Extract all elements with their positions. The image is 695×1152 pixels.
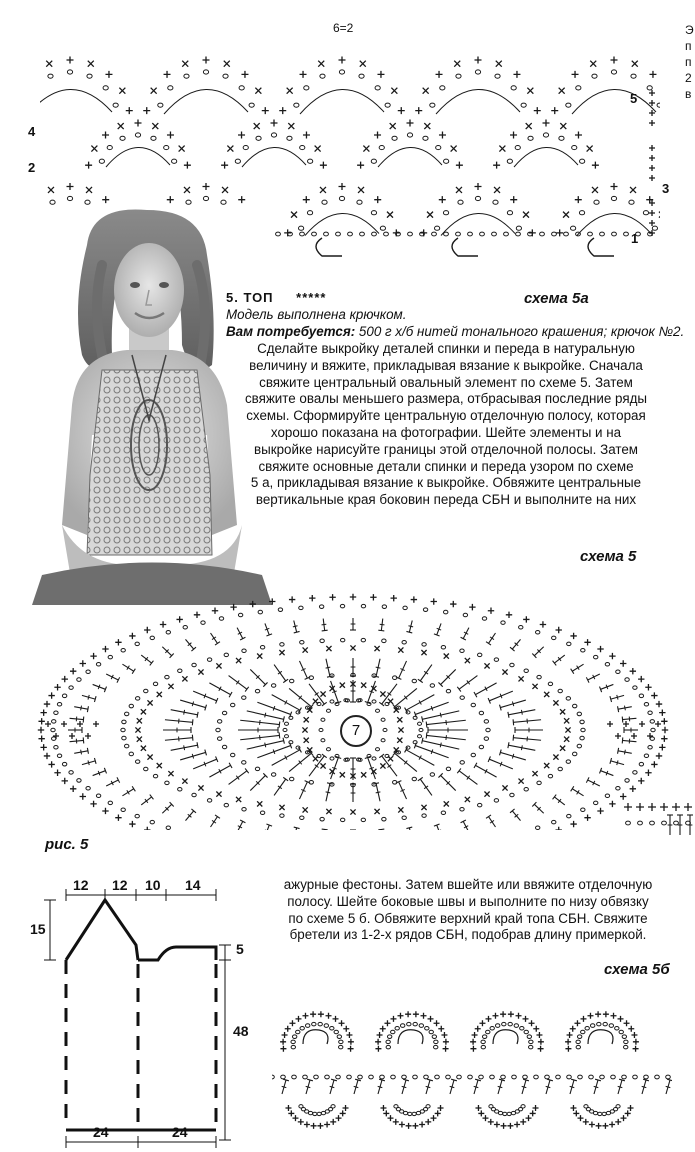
margin-letters — [685, 22, 694, 102]
body-line: выкройке нарисуйте границы этой отделочной полосы. Затем — [226, 442, 666, 459]
row-number-5: 5 — [630, 91, 637, 106]
dim-right-top: 5 — [236, 941, 244, 957]
body-line: свяжите центральный овальный элемент по схеме 5. Затем — [226, 375, 666, 392]
dim-top-3: 10 — [145, 877, 161, 893]
scheme-5b-label: схема 5б — [604, 961, 670, 978]
pattern-label: рис. 5 — [45, 836, 88, 853]
scheme-5a-label: схема 5а — [524, 290, 589, 307]
article-body — [226, 341, 666, 509]
garment-pattern — [28, 872, 258, 1152]
body-line: свяжите основные детали спинки и переда узором по схеме — [226, 459, 666, 476]
margin-letter: п — [685, 38, 694, 54]
dim-top-1: 12 — [73, 877, 89, 893]
margin-letter: Э — [685, 22, 694, 38]
body-line: вертикальные края боковин переда СБН и выполните на них — [226, 492, 666, 509]
scheme-5-label: схема 5 — [580, 548, 636, 565]
crochet-scheme-5-oval — [28, 540, 678, 830]
dim-left: 15 — [30, 921, 46, 937]
row-number-4: 4 — [28, 124, 35, 139]
margin-letter: 2 — [685, 70, 694, 86]
materials-line — [226, 324, 684, 341]
materials-text: 500 г х/б нитей тонального крашения; крючок №2. — [359, 324, 684, 339]
center-number-text: 7 — [352, 722, 360, 739]
body-line: свяжите овалы меньшего размера, отбрасывая последние ряды — [226, 391, 666, 408]
article-number-title: 5. ТОП — [226, 290, 274, 305]
body-line: Сделайте выкройку деталей спинки и переда в натуральную — [226, 341, 666, 358]
dim-bottom-1: 24 — [93, 1124, 109, 1140]
technique-text: Модель выполнена крючком. — [226, 307, 406, 324]
article-continuation — [268, 877, 668, 944]
body-line: хорошо показана на фотографии. Шейте элементы и на — [226, 425, 666, 442]
crochet-scheme-5b — [272, 1002, 672, 1137]
margin-letter: п — [685, 54, 694, 70]
body-line: 5 а, прикладывая вязание к выкройке. Обвяжите центральные — [226, 475, 666, 492]
page-reference: 6=2 — [333, 20, 353, 37]
continuation-line: полосу. Шейте боковые швы и выполните по низу обвязку — [268, 894, 668, 911]
body-line: схемы. Сформируйте центральную отделочную полосу, которая — [226, 408, 666, 425]
continuation-line: ажурные фестоны. Затем вшейте или ввяжите отделочную — [268, 877, 668, 894]
materials-label: Вам потребуется: — [226, 324, 355, 339]
dim-right: 48 — [233, 1023, 249, 1039]
margin-letter: в — [685, 86, 694, 102]
dim-top-4: 14 — [185, 877, 201, 893]
article-title — [226, 290, 326, 305]
row-number-2: 2 — [28, 160, 35, 175]
difficulty-stars: ***** — [296, 290, 326, 305]
crochet-scheme-fragment — [620, 795, 695, 840]
center-number — [340, 715, 372, 747]
dim-bottom-2: 24 — [172, 1124, 188, 1140]
dim-top-2: 12 — [112, 877, 128, 893]
continuation-line: бретели из 1-2-х рядов СБН, подобрав длину примеркой. — [268, 927, 668, 944]
row-number-1: 1 — [631, 231, 638, 246]
continuation-line: по схеме 5 б. Обвяжите верхний край топа СБН. Свяжите — [268, 911, 668, 928]
body-line: величину и вяжите, прикладывая вязание к выкройке. Сначала — [226, 358, 666, 375]
row-number-3: 3 — [662, 181, 669, 196]
